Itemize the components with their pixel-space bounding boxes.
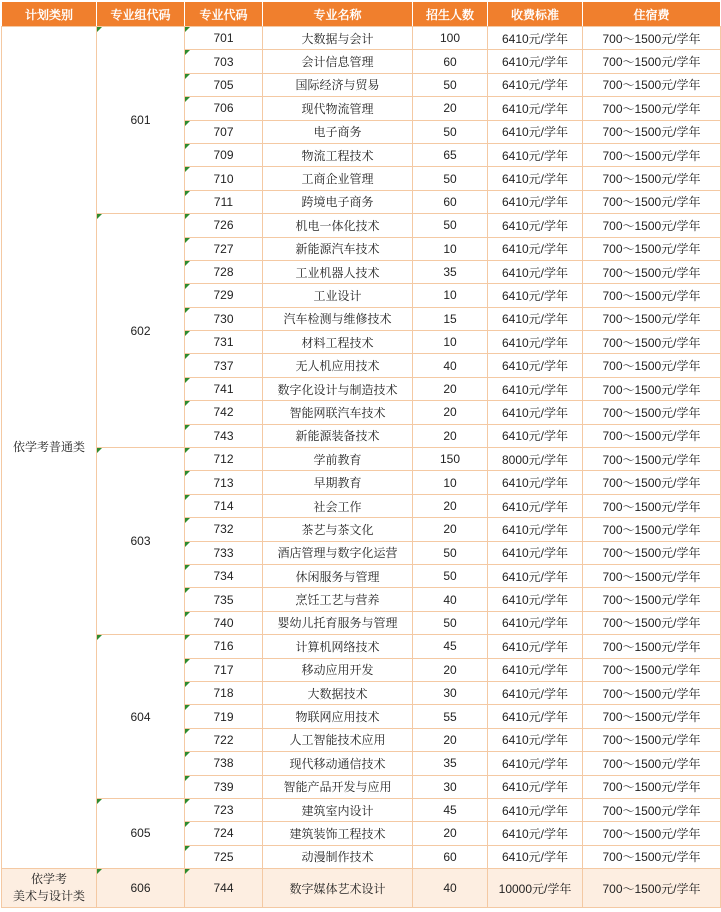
tuition-fee-cell: 6410元/学年: [488, 471, 583, 494]
tuition-fee-cell: 6410元/学年: [488, 214, 583, 237]
lodging-fee-cell: 700～1500元/学年: [583, 73, 721, 96]
tuition-fee-cell: 6410元/学年: [488, 307, 583, 330]
major-code-cell: 741: [185, 377, 263, 400]
tuition-fee-cell: 6410元/学年: [488, 120, 583, 143]
enrollment-count-cell: 100: [413, 27, 488, 50]
lodging-fee-cell: 700～1500元/学年: [583, 143, 721, 166]
lodging-fee-cell: 700～1500元/学年: [583, 260, 721, 283]
major-code-cell: 710: [185, 167, 263, 190]
table-row: [2, 798, 721, 821]
enrollment-count-cell: 45: [413, 635, 488, 658]
header-major-code: 专业代码: [185, 2, 263, 27]
enrollment-count-cell: 20: [413, 822, 488, 845]
lodging-fee-cell: 700～1500元/学年: [583, 120, 721, 143]
enrollment-count-cell: 60: [413, 50, 488, 73]
group-code-cell: 601: [97, 27, 185, 214]
lodging-fee-cell: 700～1500元/学年: [583, 611, 721, 634]
major-name-cell: 酒店管理与数字化运营: [263, 541, 413, 564]
enrollment-count-cell: 55: [413, 705, 488, 728]
lodging-fee-cell: 700～1500元/学年: [583, 705, 721, 728]
lodging-fee-cell: 700～1500元/学年: [583, 845, 721, 868]
enrollment-count-cell: 50: [413, 564, 488, 587]
major-name-cell: 材料工程技术: [263, 331, 413, 354]
major-code-cell: 723: [185, 798, 263, 821]
major-name-cell: 学前教育: [263, 448, 413, 471]
tuition-fee-cell: 8000元/学年: [488, 448, 583, 471]
header-major-name: 专业名称: [263, 2, 413, 27]
lodging-fee-cell: 700～1500元/学年: [583, 635, 721, 658]
enrollment-count-cell: 20: [413, 518, 488, 541]
tuition-fee-cell: 6410元/学年: [488, 518, 583, 541]
plan-category-cell: 依学考普通类: [2, 27, 97, 869]
major-code-cell: 722: [185, 728, 263, 751]
plan-category-line2: 美术与设计类: [12, 889, 85, 904]
enrollment-count-cell: 150: [413, 448, 488, 471]
lodging-fee-cell: 700～1500元/学年: [583, 27, 721, 50]
major-name-cell: 建筑室内设计: [263, 798, 413, 821]
enrollment-count-cell: 30: [413, 775, 488, 798]
tuition-fee-cell: 6410元/学年: [488, 97, 583, 120]
major-name-cell: 婴幼儿托育服务与管理: [263, 611, 413, 634]
major-name-cell: 现代物流管理: [263, 97, 413, 120]
major-name-cell: 现代移动通信技术: [263, 752, 413, 775]
enrollment-count-cell: 20: [413, 658, 488, 681]
enrollment-count-cell: 40: [413, 354, 488, 377]
major-code-cell: 734: [185, 564, 263, 587]
lodging-fee-cell: 700～1500元/学年: [583, 681, 721, 704]
major-name-cell: 数字化设计与制造技术: [263, 377, 413, 400]
major-code-cell: 728: [185, 260, 263, 283]
enrollment-count-cell: 10: [413, 237, 488, 260]
major-name-cell: 社会工作: [263, 494, 413, 517]
tuition-fee-cell: 6410元/学年: [488, 635, 583, 658]
lodging-fee-cell: 700～1500元/学年: [583, 284, 721, 307]
major-name-cell: 电子商务: [263, 120, 413, 143]
tuition-fee-cell: 6410元/学年: [488, 260, 583, 283]
major-name-cell: 茶艺与茶文化: [263, 518, 413, 541]
lodging-fee-cell: 700～1500元/学年: [583, 869, 721, 908]
major-code-cell: 742: [185, 401, 263, 424]
tuition-fee-cell: 6410元/学年: [488, 167, 583, 190]
major-code-cell: 730: [185, 307, 263, 330]
tuition-fee-cell: 6410元/学年: [488, 564, 583, 587]
major-name-cell: 工业设计: [263, 284, 413, 307]
major-name-cell: 会计信息管理: [263, 50, 413, 73]
lodging-fee-cell: 700～1500元/学年: [583, 588, 721, 611]
lodging-fee-cell: 700～1500元/学年: [583, 752, 721, 775]
enrollment-count-cell: 50: [413, 120, 488, 143]
lodging-fee-cell: 700～1500元/学年: [583, 798, 721, 821]
enrollment-count-cell: 20: [413, 401, 488, 424]
header-enrollment-count: 招生人数: [413, 2, 488, 27]
enrollment-count-cell: 40: [413, 588, 488, 611]
enrollment-count-cell: 60: [413, 845, 488, 868]
tuition-fee-cell: 6410元/学年: [488, 284, 583, 307]
tuition-fee-cell: 6410元/学年: [488, 822, 583, 845]
major-name-cell: 物流工程技术: [263, 143, 413, 166]
table-row: [2, 27, 721, 50]
lodging-fee-cell: 700～1500元/学年: [583, 307, 721, 330]
major-name-cell: 跨境电子商务: [263, 190, 413, 213]
header-tuition-fee: 收费标准: [488, 2, 583, 27]
lodging-fee-cell: 700～1500元/学年: [583, 775, 721, 798]
tuition-fee-cell: 6410元/学年: [488, 705, 583, 728]
major-name-cell: 工业机器人技术: [263, 260, 413, 283]
major-code-cell: 719: [185, 705, 263, 728]
major-code-cell: 726: [185, 214, 263, 237]
major-code-cell: 718: [185, 681, 263, 704]
group-code-cell: 602: [97, 214, 185, 448]
enrollment-count-cell: 45: [413, 798, 488, 821]
tuition-fee-cell: 6410元/学年: [488, 658, 583, 681]
major-code-cell: 703: [185, 50, 263, 73]
enrollment-count-cell: 35: [413, 752, 488, 775]
lodging-fee-cell: 700～1500元/学年: [583, 214, 721, 237]
lodging-fee-cell: 700～1500元/学年: [583, 471, 721, 494]
major-name-cell: 机电一体化技术: [263, 214, 413, 237]
tuition-fee-cell: 6410元/学年: [488, 424, 583, 447]
group-code-cell: 605: [97, 798, 185, 868]
header-lodging-fee: 住宿费: [583, 2, 721, 27]
major-code-cell: 725: [185, 845, 263, 868]
header-group-code: 专业组代码: [97, 2, 185, 27]
enrollment-count-cell: 20: [413, 494, 488, 517]
major-code-cell: 716: [185, 635, 263, 658]
major-name-cell: 智能产品开发与应用: [263, 775, 413, 798]
tuition-fee-cell: 6410元/学年: [488, 681, 583, 704]
major-name-cell: 大数据技术: [263, 681, 413, 704]
major-code-cell: 739: [185, 775, 263, 798]
lodging-fee-cell: 700～1500元/学年: [583, 401, 721, 424]
group-code-cell: 606: [97, 869, 185, 908]
tuition-fee-cell: 6410元/学年: [488, 237, 583, 260]
lodging-fee-cell: 700～1500元/学年: [583, 564, 721, 587]
major-code-cell: 714: [185, 494, 263, 517]
enrollment-count-cell: 50: [413, 541, 488, 564]
group-code-cell: 604: [97, 635, 185, 799]
enrollment-count-cell: 10: [413, 331, 488, 354]
major-name-cell: 移动应用开发: [263, 658, 413, 681]
major-code-cell: 717: [185, 658, 263, 681]
major-code-cell: 738: [185, 752, 263, 775]
major-code-cell: 705: [185, 73, 263, 96]
tuition-fee-cell: 6410元/学年: [488, 331, 583, 354]
enrollment-count-cell: 20: [413, 97, 488, 120]
major-code-cell: 729: [185, 284, 263, 307]
major-code-cell: 731: [185, 331, 263, 354]
tuition-fee-cell: 6410元/学年: [488, 190, 583, 213]
table-row: [2, 448, 721, 471]
major-name-cell: 计算机网络技术: [263, 635, 413, 658]
enrollment-count-cell: 30: [413, 681, 488, 704]
enrollment-count-cell: 50: [413, 611, 488, 634]
major-name-cell: 工商企业管理: [263, 167, 413, 190]
tuition-fee-cell: 6410元/学年: [488, 354, 583, 377]
lodging-fee-cell: 700～1500元/学年: [583, 494, 721, 517]
major-name-cell: 新能源汽车技术: [263, 237, 413, 260]
major-name-cell: 物联网应用技术: [263, 705, 413, 728]
major-code-cell: 709: [185, 143, 263, 166]
enrollment-count-cell: 20: [413, 728, 488, 751]
major-name-cell: 人工智能技术应用: [263, 728, 413, 751]
lodging-fee-cell: 700～1500元/学年: [583, 728, 721, 751]
major-name-cell: 休闲服务与管理: [263, 564, 413, 587]
tuition-fee-cell: 6410元/学年: [488, 752, 583, 775]
tuition-fee-cell: 6410元/学年: [488, 27, 583, 50]
enrollment-count-cell: 50: [413, 167, 488, 190]
enrollment-count-cell: 65: [413, 143, 488, 166]
enrollment-count-cell: 20: [413, 424, 488, 447]
tuition-fee-cell: 6410元/学年: [488, 377, 583, 400]
plan-category-cell-art: [2, 869, 97, 908]
major-code-cell: 733: [185, 541, 263, 564]
enrollment-count-cell: 50: [413, 73, 488, 96]
enrollment-count-cell: 60: [413, 190, 488, 213]
tuition-fee-cell: 6410元/学年: [488, 798, 583, 821]
tuition-fee-cell: 10000元/学年: [488, 869, 583, 908]
table-row-art-design: [2, 869, 721, 908]
table-row: [2, 214, 721, 237]
lodging-fee-cell: 700～1500元/学年: [583, 541, 721, 564]
major-name-cell: 国际经济与贸易: [263, 73, 413, 96]
major-code-cell: 706: [185, 97, 263, 120]
lodging-fee-cell: 700～1500元/学年: [583, 377, 721, 400]
enrollment-count-cell: 35: [413, 260, 488, 283]
tuition-fee-cell: 6410元/学年: [488, 775, 583, 798]
lodging-fee-cell: 700～1500元/学年: [583, 354, 721, 377]
major-name-cell: 烹饪工艺与营养: [263, 588, 413, 611]
tuition-fee-cell: 6410元/学年: [488, 143, 583, 166]
major-name-cell: 新能源装备技术: [263, 424, 413, 447]
lodging-fee-cell: 700～1500元/学年: [583, 331, 721, 354]
tuition-fee-cell: 6410元/学年: [488, 73, 583, 96]
lodging-fee-cell: 700～1500元/学年: [583, 822, 721, 845]
header-plan-category: 计划类别: [2, 2, 97, 27]
major-code-cell: 732: [185, 518, 263, 541]
group-code-cell: 603: [97, 448, 185, 635]
tuition-fee-cell: 6410元/学年: [488, 494, 583, 517]
tuition-fee-cell: 6410元/学年: [488, 588, 583, 611]
enrollment-plan-table: [1, 1, 721, 908]
major-code-cell: 724: [185, 822, 263, 845]
major-code-cell: 711: [185, 190, 263, 213]
major-name-cell: 智能网联汽车技术: [263, 401, 413, 424]
tuition-fee-cell: 6410元/学年: [488, 401, 583, 424]
lodging-fee-cell: 700～1500元/学年: [583, 658, 721, 681]
tuition-fee-cell: 6410元/学年: [488, 541, 583, 564]
table-row: [2, 635, 721, 658]
tuition-fee-cell: 6410元/学年: [488, 845, 583, 868]
lodging-fee-cell: 700～1500元/学年: [583, 237, 721, 260]
major-name-cell: 汽车检测与维修技术: [263, 307, 413, 330]
lodging-fee-cell: 700～1500元/学年: [583, 448, 721, 471]
lodging-fee-cell: 700～1500元/学年: [583, 518, 721, 541]
enrollment-count-cell: 15: [413, 307, 488, 330]
enrollment-count-cell: 50: [413, 214, 488, 237]
major-code-cell: 735: [185, 588, 263, 611]
lodging-fee-cell: 700～1500元/学年: [583, 97, 721, 120]
tuition-fee-cell: 6410元/学年: [488, 50, 583, 73]
major-name-cell: 建筑装饰工程技术: [263, 822, 413, 845]
major-name-cell: 大数据与会计: [263, 27, 413, 50]
major-name-cell: 无人机应用技术: [263, 354, 413, 377]
major-code-cell: 701: [185, 27, 263, 50]
major-code-cell: 707: [185, 120, 263, 143]
major-code-cell: 744: [185, 869, 263, 908]
major-code-cell: 727: [185, 237, 263, 260]
enrollment-count-cell: 10: [413, 284, 488, 307]
major-code-cell: 737: [185, 354, 263, 377]
major-code-cell: 740: [185, 611, 263, 634]
enrollment-count-cell: 20: [413, 377, 488, 400]
major-code-cell: 743: [185, 424, 263, 447]
lodging-fee-cell: 700～1500元/学年: [583, 190, 721, 213]
major-name-cell: 动漫制作技术: [263, 845, 413, 868]
tuition-fee-cell: 6410元/学年: [488, 611, 583, 634]
tuition-fee-cell: 6410元/学年: [488, 728, 583, 751]
major-name-cell: 早期教育: [263, 471, 413, 494]
lodging-fee-cell: 700～1500元/学年: [583, 50, 721, 73]
lodging-fee-cell: 700～1500元/学年: [583, 424, 721, 447]
enrollment-count-cell: 40: [413, 869, 488, 908]
plan-category-line1: 依学考: [30, 872, 67, 887]
table-header-row: [2, 2, 721, 27]
major-name-cell: 数字媒体艺术设计: [263, 869, 413, 908]
lodging-fee-cell: 700～1500元/学年: [583, 167, 721, 190]
major-code-cell: 713: [185, 471, 263, 494]
major-code-cell: 712: [185, 448, 263, 471]
enrollment-count-cell: 10: [413, 471, 488, 494]
